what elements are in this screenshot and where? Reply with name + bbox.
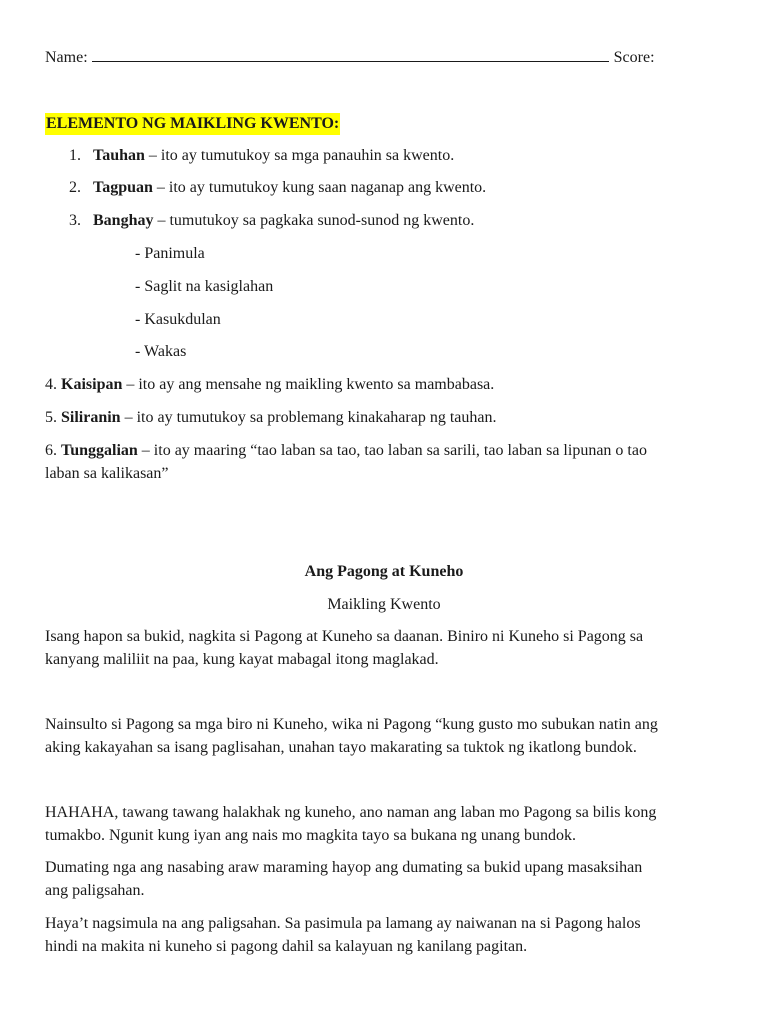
name-score-row (45, 46, 725, 69)
story-title: Ang Pagong at Kuneho (304, 563, 464, 580)
story-subtitle: Maikling Kwento (327, 596, 441, 613)
list-number: 6. (45, 442, 61, 459)
term-tunggalian: Tunggalian (61, 442, 138, 459)
term-siliranin: Siliranin (61, 409, 121, 426)
banghay-part-wakas: - Wakas (135, 343, 187, 360)
list-number: 5. (45, 409, 61, 426)
score-label: Score: (613, 49, 655, 66)
elements-heading: ELEMENTO NG MAIKLING KWENTO: (45, 113, 340, 135)
desc-siliranin: – ito ay tumutukoy sa problemang kinakaharap ng tauhan. (120, 409, 497, 426)
story-paragraph-1 (45, 625, 725, 671)
paragraph-line: Isang hapon sa bukid, nagkita si Pagong at Kuneho sa daanan. Biniro ni Kuneho si Pagong sa (45, 628, 644, 645)
banghay-part-kasukdulan: - Kasukdulan (135, 311, 221, 328)
desc-tagpuan: – ito ay tumutukoy kung saan naganap ang kwento. (152, 179, 487, 196)
name-blank-line (92, 46, 609, 62)
story-paragraph-3 (45, 801, 725, 847)
paragraph-line: aking kakayahan sa isang paglisahan, unahan tayo makarating sa tuktok ng ikatlong bundok. (45, 739, 637, 756)
paragraph-line: HAHAHA, tawang tawang halakhak ng kuneho, ano naman ang laban mo Pagong sa bilis kong (45, 804, 657, 821)
list-item-banghay (69, 210, 474, 232)
term-tauhan: Tauhan (93, 147, 145, 164)
desc-banghay: – tumutukoy sa pagkaka sunod-sunod ng kwento. (153, 212, 475, 229)
banghay-part-panimula: - Panimula (135, 245, 205, 262)
story-paragraph-4 (45, 856, 725, 902)
list-number: 4. (45, 376, 61, 393)
list-item-tauhan (69, 145, 454, 167)
list-number: 3. (69, 212, 81, 229)
desc-tunggalian-cont: laban sa kalikasan” (45, 465, 169, 482)
story-paragraph-5 (45, 912, 725, 958)
desc-tauhan: – ito ay tumutukoy sa mga panauhin sa kwento. (144, 147, 455, 164)
list-number: 1. (69, 147, 81, 164)
story-paragraph-2 (45, 713, 725, 759)
paragraph-line: Dumating nga ang nasabing araw maraming hayop ang dumating sa bukid upang masaksihan (45, 859, 643, 876)
paragraph-line: ang paligsahan. (45, 882, 145, 899)
list-item-siliranin (45, 407, 496, 429)
list-item-kaisipan (45, 374, 494, 396)
desc-tunggalian: – ito ay maaring “tao laban sa tao, tao laban sa sarili, tao laban sa lipunan o tao (137, 442, 647, 459)
paragraph-line: Haya’t nagsimula na ang paligsahan. Sa pasimula pa lamang ay naiwanan na si Pagong halos (45, 915, 641, 932)
list-number: 2. (69, 179, 81, 196)
banghay-part-saglit: - Saglit na kasiglahan (135, 278, 274, 295)
list-item-tagpuan (69, 177, 486, 199)
list-item-tunggalian (45, 440, 647, 462)
paragraph-line: kanyang maliliit na paa, kung kayat mabagal itong maglakad. (45, 651, 439, 668)
paragraph-line: Nainsulto si Pagong sa mga biro ni Kuneho, wika ni Pagong “kung gusto mo subukan natin ang (45, 716, 658, 733)
name-label: Name: (45, 49, 88, 66)
term-tagpuan: Tagpuan (93, 179, 153, 196)
paragraph-line: tumakbo. Ngunit kung iyan ang nais mo magkita tayo sa bukana ng unang bundok. (45, 827, 577, 844)
term-banghay: Banghay (93, 212, 154, 229)
paragraph-line: hindi na makita ni kuneho si pagong dahil sa kalayuan ng kanilang pagitan. (45, 938, 528, 955)
desc-kaisipan: – ito ay ang mensahe ng maikling kwento sa mambabasa. (122, 376, 495, 393)
term-kaisipan: Kaisipan (61, 376, 123, 393)
